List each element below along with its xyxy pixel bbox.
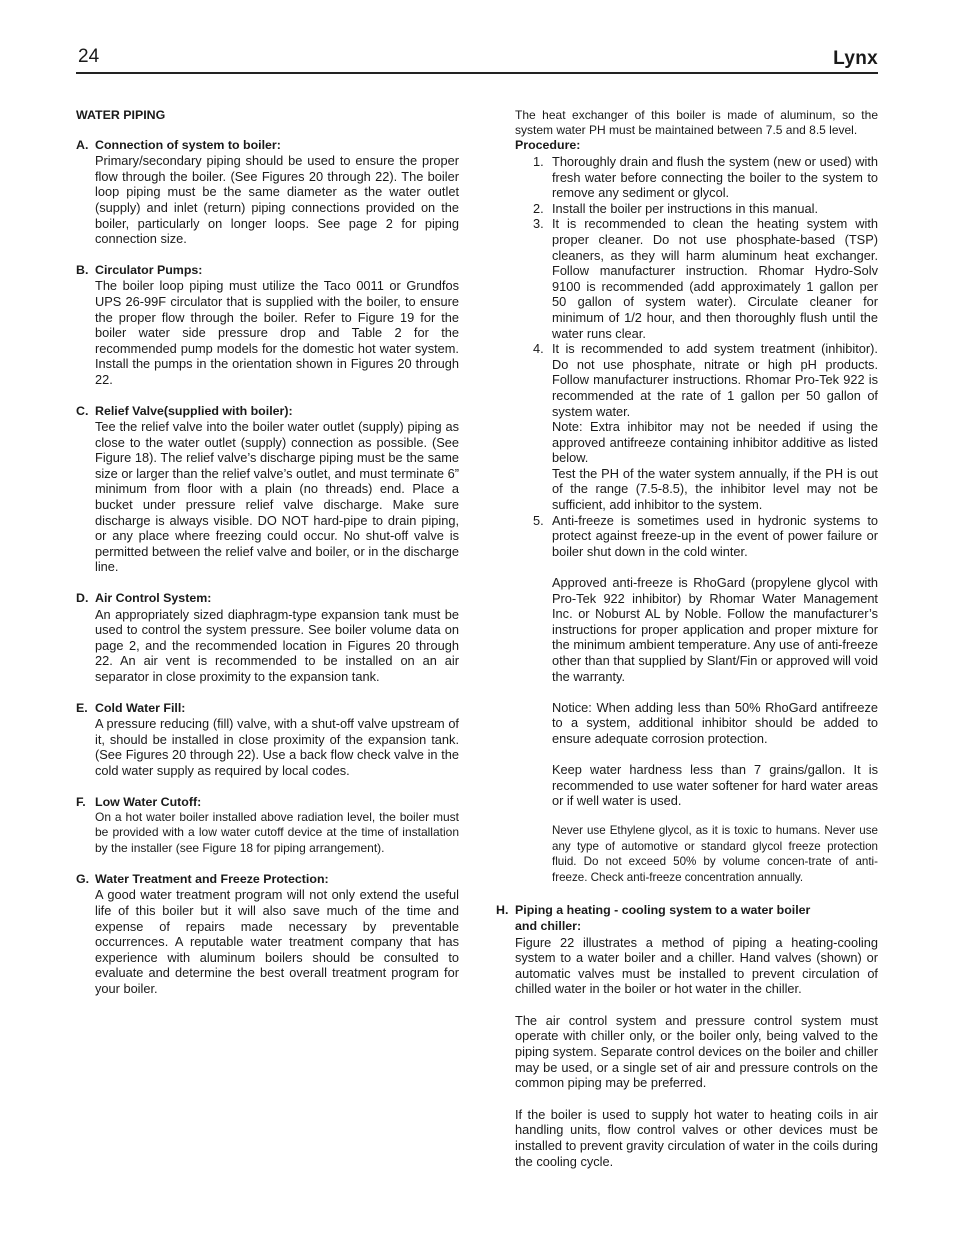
section-letter: D. [76, 591, 89, 606]
section-heading [76, 795, 459, 811]
section-heading [76, 591, 459, 607]
section-heading [76, 138, 459, 154]
step-text: It is recommended to clean the heating system with proper cleaner. Do not use phosphate-based (TSP) cleaners, as they will harm aluminum heat exchanger. Follow manufacturer instruction. Rhomar Hydro-Solv 9100 is recommended (add approximately 1 gallon per 50 gallon of system water). Circulate cleaner for minimum of 1/2 hour, and then thoroughly flush until the water runs clear. [552, 216, 878, 341]
procedure-step [515, 154, 878, 201]
section-e [76, 701, 459, 779]
section-letter: G. [76, 871, 90, 886]
section-paragraph: The air control system and pressure control system must operate with chiller only, or the boiler only, being valved to the piping system. Separate control devices on the boiler and chiller may be used, or a single set of air and pressure controls on the common piping may be preferred. [515, 1012, 878, 1091]
section-paragraph: A pressure reducing (fill) valve, with a shut-off valve upstream of it, should be installed in close proximity of the expansion tank. (See Figures 20 through 22). Use a back flow check valve in the cold water supply as required by local codes. [95, 716, 459, 778]
step-number: 4. [533, 341, 544, 357]
procedure-step [515, 201, 878, 217]
section-heading [76, 263, 459, 279]
section-paragraph: The boiler loop piping must utilize the Taco 0011 or Grundfos UPS 26-99F circulator that is supplied with the boiler, to ensure the proper flow through the boiler. Refer to Figure 19 for the boiler water side pressure drop and Table 2 for the recommended pump models for the domestic hot water system. Install the pumps in the orientation shown in Figures 20 through 22. [95, 278, 459, 387]
section-heading-text: Cold Water Fill: [95, 700, 186, 715]
page-number: 24 [78, 46, 100, 67]
section-paragraph: An appropriately sized diaphragm-type expansion tank must be used to control the system pressure. See boiler volume data on page 2, and the recommended location in Figures 20 through 22. An air vent is recommended to be installed on an air separator in close proximity to the expansion tank. [95, 606, 459, 684]
section-paragraph: Tee the relief valve into the boiler water outlet (supply) piping as close to the water outlet (supply) connection as possible. (See Figure 18). The relief valve’s discharge piping must be the same size or larger than the relief valve’s outlet, and must terminate 6” minimum from floor with a plain (no threads) end. Place a bucket under pressure relief valve discharge. Make sure discharge is always visible. DO NOT hard-pipe to drain piping, or any place where freezing could occur. No shut-off valve is permitted between the relief valve and boiler, or in the discharge line. [95, 419, 459, 575]
ethylene-glycol-warning: Never use Ethylene glycol, as it is toxic to humans. Never use any type of automotive or standard glycol freeze protection fluid. Do not exceed 50% by volume concen-trate of anti-freeze. Check anti-freeze concentration annually. [552, 823, 878, 884]
section-paragraph: Figure 22 illustrates a method of piping a heating-cooling system to a water boiler and a chiller. Hand valves (shown) or automatic valves must be installed to prevent circulation of chilled water in the boiler or hot water in the chiller. [515, 934, 878, 997]
step-note: Note: Extra inhibitor may not be needed if using the approved antifreeze containing inhibitor additive as listed below. [552, 419, 878, 466]
section-heading-text: Circulator Pumps: [95, 262, 203, 277]
procedure-list [515, 154, 878, 885]
section-paragraph: On a hot water boiler installed above radiation level, the boiler must be provided with a low water cutoff device at the time of installation by the installer (see Figure 18 for piping arrangement). [95, 810, 459, 855]
section-d [76, 591, 459, 685]
section-heading [76, 872, 459, 888]
section-heading-text: Connection of system to boiler: [95, 137, 281, 152]
step-number: 2. [533, 200, 544, 216]
section-letter: B. [76, 262, 89, 277]
procedure-heading: Procedure: [515, 138, 581, 153]
section-letter: A. [76, 137, 89, 152]
section-heading-text: Relief Valve(supplied with boiler): [95, 403, 293, 418]
section-heading-text: Air Control System: [95, 591, 212, 606]
page-header [76, 44, 878, 74]
section-heading-text: Water Treatment and Freeze Protection: [95, 871, 329, 886]
brand-title: Lynx [833, 48, 878, 69]
section-paragraph: Primary/secondary piping should be used to ensure the proper flow through the boiler. (See Figures 20 through 22). The boiler loop piping must be the same diameter as the water outlet (supply) and inlet (return) piping connections provided on the boiler, particularly on longer loops. See page 2 for piping connection size. [95, 153, 459, 247]
step-text: Thoroughly drain and flush the system (new or used) with fresh water before connecting the boiler to the system to remove any sediment or glycol. [552, 154, 878, 201]
procedure-step [515, 216, 878, 341]
antifreeze-approved: Approved anti-freeze is RhoGard (propylene glycol with Pro-Tek 922 inhibitor) by Rhomar Water Management Inc. or Noburst AL by Noble. Follow the manufacturer’s instructions for proper application and proper mixture for the minimum ambient temperature. Any use of anti-freeze other than that supplied by Slant/Fin or approved will void the warranty. [552, 575, 878, 684]
right-column [496, 108, 878, 1169]
section-c [76, 404, 459, 576]
section-paragraph: A good water treatment program will not only extend the useful life of this boiler but it will also save much of the time and expense of repairs made necessary by preventable occurrences. A reputable water treatment company that has experience with aluminum boilers should be consulted to evaluate and determine the best overall treatment program for your boiler. [95, 887, 459, 996]
step-text: Test the PH of the water system annually, if the PH is out of the range (7.5-8.5), the inhibitor level may not be sufficient, add inhibitor to the system. [552, 465, 878, 513]
section-letter: C. [76, 403, 89, 418]
section-g [76, 872, 459, 997]
step-number: 3. [533, 216, 544, 232]
section-heading [76, 701, 459, 717]
section-letter: F. [76, 794, 86, 809]
step-number: 5. [533, 512, 544, 528]
left-column [76, 108, 459, 1013]
section-heading-cont: and chiller: [515, 918, 582, 933]
section-heading [76, 404, 459, 420]
section-a [76, 138, 459, 247]
procedure-step [515, 513, 878, 886]
section-letter: H. [496, 903, 509, 918]
section-f [76, 795, 459, 856]
section-title: WATER PIPING [76, 108, 166, 122]
section-b [76, 263, 459, 388]
step-number: 1. [533, 154, 544, 169]
step-text: It is recommended to add system treatment (inhibitor). Do not use phosphate, nitrate or high pH products. Follow manufacturer instructions. Rhomar Pro-Tek 922 is recommended at the rate of 1 gallon per 50 gallon of system water. [552, 341, 878, 419]
step-text: Anti-freeze is sometimes used in hydronic systems to protect against freeze-up in the event of power failure or boiler shut down in the cold winter. [552, 512, 878, 559]
section-paragraph: If the boiler is used to supply hot water to heating coils in air handling units, flow control valves or other devices must be installed to prevent gravity circulation of water in the coils during the cooling cycle. [515, 1106, 878, 1169]
section-h [496, 903, 878, 1169]
antifreeze-notice: Notice: When adding less than 50% RhoGard antifreeze to a system, additional inhibitor should be added to ensure adequate corrosion protection. [552, 699, 878, 746]
water-hardness-note: Keep water hardness less than 7 grains/gallon. It is recommended to use water softener for hard water areas or if well water is used. [552, 762, 878, 809]
intro-paragraph: The heat exchanger of this boiler is made of aluminum, so the system water PH must be maintained between 7.5 and 8.5 level. [515, 108, 878, 138]
section-letter: E. [76, 700, 88, 715]
section-heading-text: Piping a heating - cooling system to a water boiler [515, 903, 811, 918]
procedure-step [515, 341, 878, 513]
section-heading-text: Low Water Cutoff: [95, 794, 202, 809]
step-text: Install the boiler per instructions in this manual. [552, 200, 819, 216]
section-heading [496, 903, 878, 919]
